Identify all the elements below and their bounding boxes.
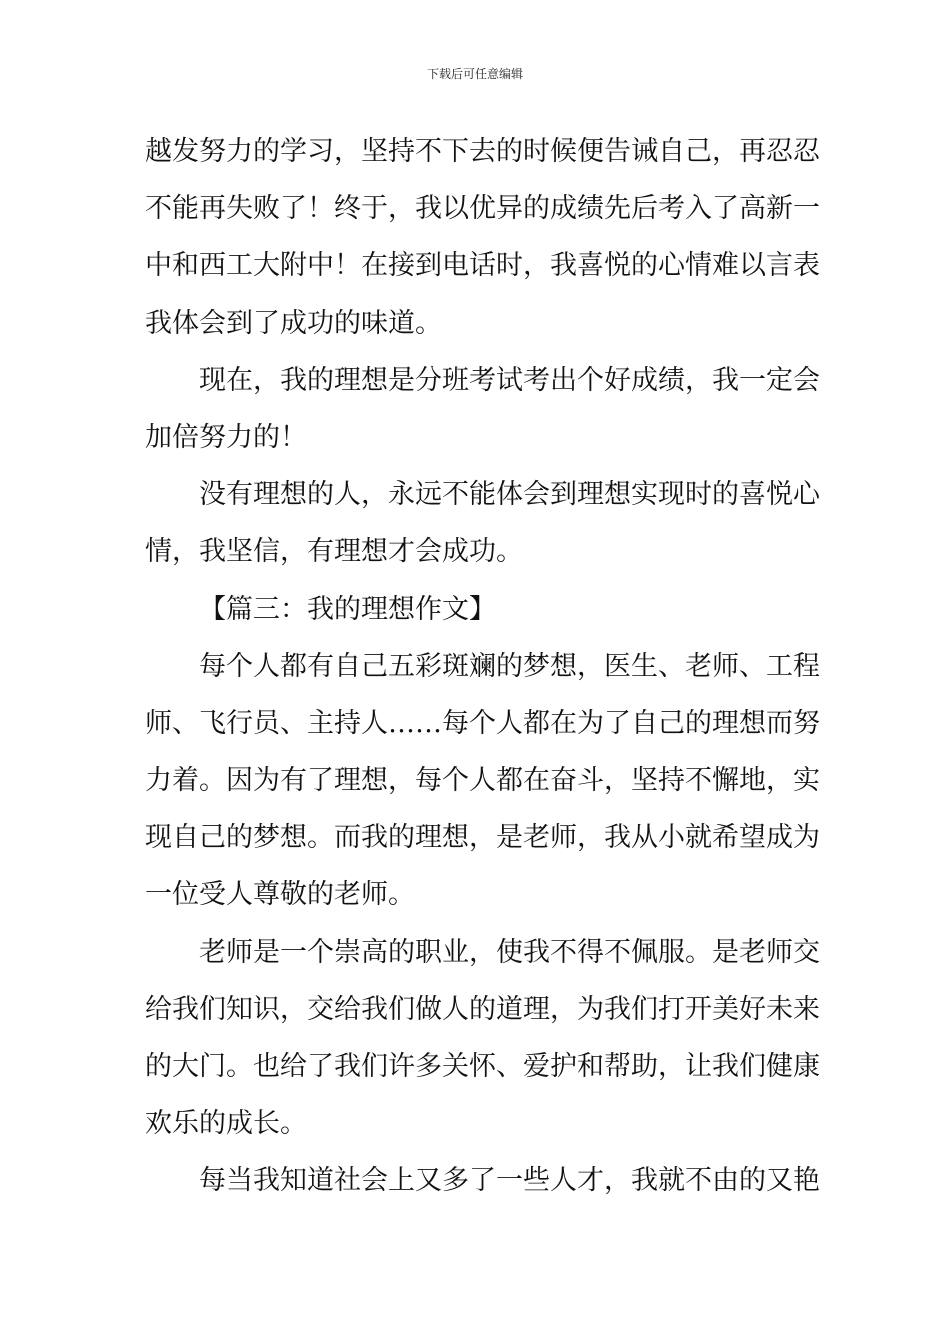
text-line: 不能再失败了！终于，我以优异的成绩先后考入了高新一 [145, 193, 820, 225]
text-line: 欢乐的成长。 [145, 1108, 307, 1140]
text-line: 中和西工大附中！在接到电话时，我喜悦的心情难以言表 [145, 250, 820, 282]
text-line: 加倍努力的！ [145, 421, 307, 453]
text-line: 每个人都有自己五彩斑斓的梦想，医生、老师、工程 [199, 650, 820, 682]
text-line: 给我们知识，交给我们做人的道理，为我们打开美好未来 [145, 993, 820, 1025]
text-line: 情，我坚信，有理想才会成功。 [145, 536, 523, 568]
text-line: 力着。因为有了理想，每个人都在奋斗，坚持不懈地，实 [145, 765, 820, 797]
text-line: 越发努力的学习，坚持不下去的时候便告诫自己，再忍忍 [145, 136, 820, 167]
text-line: 师、飞行员、主持人……每个人都在为了自己的理想而努 [145, 707, 820, 739]
text-line: 的大门。也给了我们许多关怀、爱护和帮助，让我们健康 [145, 1051, 820, 1082]
page-header: 下载后可任意编辑 [426, 67, 523, 81]
text-line: 一位受人尊敬的老师。 [145, 879, 415, 911]
text-line: 现自己的梦想。而我的理想，是老师，我从小就希望成为 [145, 822, 820, 854]
text-line: 【篇三：我的理想作文】 [199, 593, 496, 625]
text-line: 老师是一个崇高的职业，使我不得不佩服。是老师交 [199, 936, 820, 968]
text-line: 现在，我的理想是分班考试考出个好成绩，我一定会 [199, 364, 820, 396]
text-line: 我体会到了成功的味道。 [145, 307, 442, 339]
text-line: 每当我知道社会上又多了一些人才，我就不由的又艳 [199, 1165, 820, 1197]
document-body [145, 123, 820, 1210]
text-line: 没有理想的人，永远不能体会到理想实现时的喜悦心 [199, 479, 820, 511]
